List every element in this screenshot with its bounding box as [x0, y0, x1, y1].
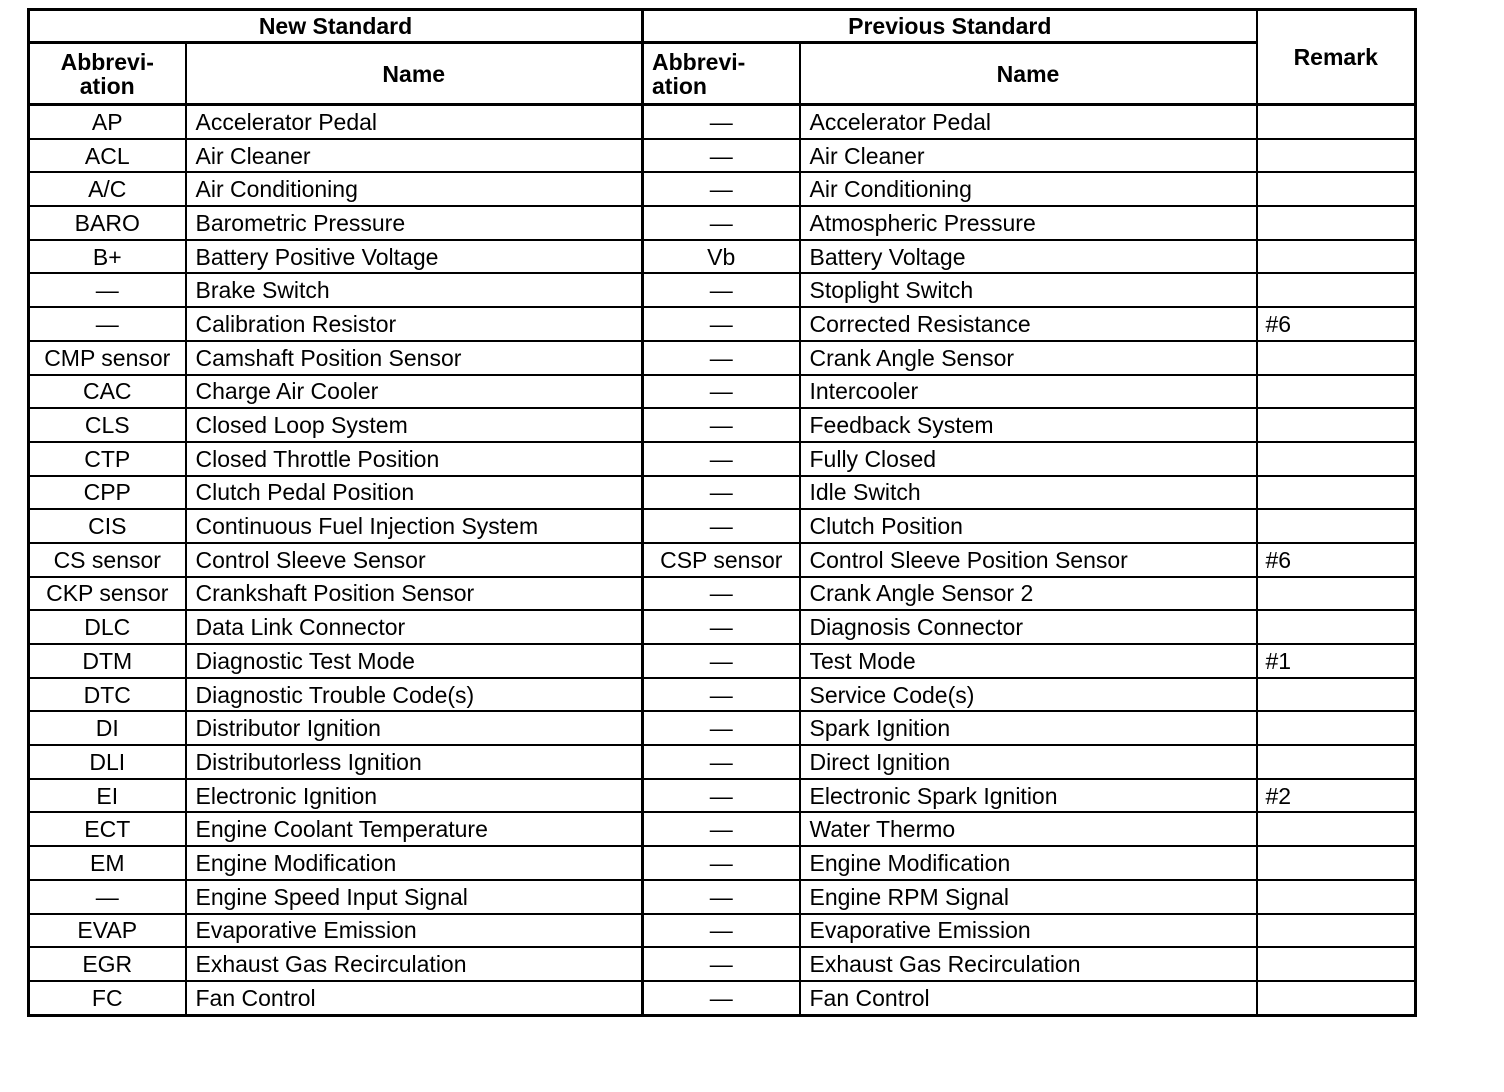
table-row	[29, 745, 1416, 779]
new-name-cell: Calibration Resistor	[186, 307, 643, 341]
new-name-cell: Barometric Pressure	[186, 206, 643, 240]
previous-abbreviation-cell: —	[643, 812, 800, 846]
previous-abbreviation-cell: —	[643, 273, 800, 307]
previous-abbreviation-cell: —	[643, 577, 800, 611]
new-name-cell: Charge Air Cooler	[186, 375, 643, 409]
previous-abbreviation-header-line1: Abbrevi-	[652, 48, 746, 75]
previous-abbreviation-header-line2: ation	[652, 72, 707, 99]
table-row	[29, 240, 1416, 274]
new-name-cell: Distributor Ignition	[186, 711, 643, 745]
remark-cell	[1257, 745, 1416, 779]
previous-name-header: Name	[800, 43, 1257, 105]
previous-name-cell: Electronic Spark Ignition	[800, 779, 1257, 813]
new-abbreviation-cell: —	[29, 273, 186, 307]
new-abbreviation-cell: DI	[29, 711, 186, 745]
previous-abbreviation-cell: —	[643, 981, 800, 1015]
previous-abbreviation-cell: —	[643, 678, 800, 712]
new-name-cell: Exhaust Gas Recirculation	[186, 947, 643, 981]
table-header	[29, 10, 1416, 105]
new-abbreviation-cell: CS sensor	[29, 543, 186, 577]
new-name-cell: Camshaft Position Sensor	[186, 341, 643, 375]
new-name-cell: Air Cleaner	[186, 139, 643, 173]
remark-cell	[1257, 476, 1416, 510]
previous-name-cell: Service Code(s)	[800, 678, 1257, 712]
previous-abbreviation-cell: —	[643, 846, 800, 880]
remark-cell	[1257, 914, 1416, 948]
remark-cell: #1	[1257, 644, 1416, 678]
previous-name-cell: Air Conditioning	[800, 172, 1257, 206]
new-abbreviation-cell: BARO	[29, 206, 186, 240]
new-abbreviation-cell: DTC	[29, 678, 186, 712]
new-name-cell: Engine Coolant Temperature	[186, 812, 643, 846]
new-abbreviation-cell: CMP sensor	[29, 341, 186, 375]
previous-name-cell: Diagnosis Connector	[800, 610, 1257, 644]
table-row	[29, 206, 1416, 240]
table-row	[29, 880, 1416, 914]
previous-name-cell: Evaporative Emission	[800, 914, 1257, 948]
remark-cell	[1257, 240, 1416, 274]
previous-abbreviation-cell: —	[643, 139, 800, 173]
abbreviation-table	[27, 8, 1417, 1017]
remark-cell	[1257, 610, 1416, 644]
table-row	[29, 846, 1416, 880]
new-name-cell: Electronic Ignition	[186, 779, 643, 813]
new-abbreviation-cell: —	[29, 880, 186, 914]
remark-cell	[1257, 981, 1416, 1015]
previous-abbreviation-cell: —	[643, 307, 800, 341]
previous-abbreviation-cell: —	[643, 105, 800, 139]
new-name-cell: Evaporative Emission	[186, 914, 643, 948]
new-abbreviation-cell: DLC	[29, 610, 186, 644]
previous-abbreviation-cell: —	[643, 644, 800, 678]
remark-cell: #2	[1257, 779, 1416, 813]
table-row	[29, 644, 1416, 678]
table-row	[29, 779, 1416, 813]
previous-abbreviation-cell: —	[643, 341, 800, 375]
previous-abbreviation-cell: —	[643, 779, 800, 813]
previous-abbreviation-cell: —	[643, 947, 800, 981]
table-body	[29, 105, 1416, 1016]
table-row	[29, 408, 1416, 442]
remark-cell	[1257, 139, 1416, 173]
table-row	[29, 981, 1416, 1015]
previous-abbreviation-cell: —	[643, 914, 800, 948]
previous-abbreviation-cell: —	[643, 172, 800, 206]
new-abbreviation-header-line2: ation	[79, 72, 135, 99]
new-name-cell: Diagnostic Trouble Code(s)	[186, 678, 643, 712]
previous-abbreviation-cell: —	[643, 442, 800, 476]
new-name-cell: Air Conditioning	[186, 172, 643, 206]
new-name-cell: Fan Control	[186, 981, 643, 1015]
new-name-cell: Control Sleeve Sensor	[186, 543, 643, 577]
previous-name-cell: Crank Angle Sensor	[800, 341, 1257, 375]
table-row	[29, 442, 1416, 476]
new-abbreviation-cell: EI	[29, 779, 186, 813]
table-row	[29, 273, 1416, 307]
previous-abbreviation-cell: —	[643, 476, 800, 510]
new-name-cell: Continuous Fuel Injection System	[186, 509, 643, 543]
new-abbreviation-cell: CAC	[29, 375, 186, 409]
new-name-cell: Brake Switch	[186, 273, 643, 307]
table-row	[29, 375, 1416, 409]
new-abbreviation-cell: FC	[29, 981, 186, 1015]
previous-name-cell: Spark Ignition	[800, 711, 1257, 745]
new-abbreviation-cell: ECT	[29, 812, 186, 846]
new-standard-header: New Standard	[29, 10, 643, 43]
previous-name-cell: Atmospheric Pressure	[800, 206, 1257, 240]
previous-abbreviation-cell: —	[643, 610, 800, 644]
table-row	[29, 139, 1416, 173]
remark-cell	[1257, 711, 1416, 745]
previous-name-cell: Clutch Position	[800, 509, 1257, 543]
previous-abbreviation-cell: —	[643, 375, 800, 409]
remark-cell: #6	[1257, 543, 1416, 577]
new-name-cell: Closed Throttle Position	[186, 442, 643, 476]
new-name-cell: Distributorless Ignition	[186, 745, 643, 779]
previous-abbreviation-cell: —	[643, 206, 800, 240]
remark-cell	[1257, 880, 1416, 914]
new-abbreviation-cell: EGR	[29, 947, 186, 981]
new-abbreviation-cell: EVAP	[29, 914, 186, 948]
new-name-cell: Data Link Connector	[186, 610, 643, 644]
table-row	[29, 509, 1416, 543]
new-abbreviation-cell: B+	[29, 240, 186, 274]
previous-abbreviation-cell: —	[643, 509, 800, 543]
previous-name-cell: Test Mode	[800, 644, 1257, 678]
new-abbreviation-header-line1: Abbrevi-	[60, 48, 154, 75]
table-row	[29, 678, 1416, 712]
remark-cell	[1257, 577, 1416, 611]
table-row	[29, 341, 1416, 375]
previous-abbreviation-cell: —	[643, 408, 800, 442]
previous-name-cell: Direct Ignition	[800, 745, 1257, 779]
table-row	[29, 711, 1416, 745]
new-abbreviation-cell: CPP	[29, 476, 186, 510]
table-row	[29, 914, 1416, 948]
new-name-cell: Crankshaft Position Sensor	[186, 577, 643, 611]
previous-standard-header: Previous Standard	[643, 10, 1257, 43]
remark-cell	[1257, 341, 1416, 375]
table-row	[29, 172, 1416, 206]
new-abbreviation-cell: —	[29, 307, 186, 341]
new-abbreviation-cell: CTP	[29, 442, 186, 476]
previous-name-cell: Fully Closed	[800, 442, 1257, 476]
new-name-cell: Diagnostic Test Mode	[186, 644, 643, 678]
remark-cell	[1257, 105, 1416, 139]
remark-cell	[1257, 408, 1416, 442]
new-abbreviation-cell: EM	[29, 846, 186, 880]
previous-abbreviation-cell: —	[643, 745, 800, 779]
new-abbreviation-cell: CIS	[29, 509, 186, 543]
new-name-cell: Closed Loop System	[186, 408, 643, 442]
previous-name-cell: Fan Control	[800, 981, 1257, 1015]
table-row	[29, 610, 1416, 644]
previous-name-cell: Engine RPM Signal	[800, 880, 1257, 914]
new-abbreviation-cell: CLS	[29, 408, 186, 442]
remark-header: Remark	[1257, 10, 1416, 105]
previous-abbreviation-header	[643, 43, 800, 105]
new-name-cell: Engine Speed Input Signal	[186, 880, 643, 914]
previous-name-cell: Battery Voltage	[800, 240, 1257, 274]
new-abbreviation-cell: DLI	[29, 745, 186, 779]
previous-name-cell: Stoplight Switch	[800, 273, 1257, 307]
new-abbreviation-cell: ACL	[29, 139, 186, 173]
new-abbreviation-cell: AP	[29, 105, 186, 139]
table-row	[29, 307, 1416, 341]
remark-cell	[1257, 947, 1416, 981]
new-abbreviation-cell: CKP sensor	[29, 577, 186, 611]
table-row	[29, 812, 1416, 846]
remark-cell	[1257, 678, 1416, 712]
remark-cell	[1257, 509, 1416, 543]
previous-abbreviation-cell: —	[643, 711, 800, 745]
remark-cell: #6	[1257, 307, 1416, 341]
previous-name-cell: Water Thermo	[800, 812, 1257, 846]
table-row	[29, 105, 1416, 139]
new-name-header: Name	[186, 43, 643, 105]
remark-cell	[1257, 273, 1416, 307]
previous-name-cell: Engine Modification	[800, 846, 1257, 880]
table-row	[29, 947, 1416, 981]
remark-cell	[1257, 812, 1416, 846]
previous-name-cell: Air Cleaner	[800, 139, 1257, 173]
new-name-cell: Battery Positive Voltage	[186, 240, 643, 274]
new-abbreviation-header	[29, 43, 186, 105]
remark-cell	[1257, 846, 1416, 880]
remark-cell	[1257, 375, 1416, 409]
previous-name-cell: Crank Angle Sensor 2	[800, 577, 1257, 611]
new-name-cell: Engine Modification	[186, 846, 643, 880]
new-name-cell: Clutch Pedal Position	[186, 476, 643, 510]
previous-abbreviation-cell: —	[643, 880, 800, 914]
previous-name-cell: Exhaust Gas Recirculation	[800, 947, 1257, 981]
previous-name-cell: Feedback System	[800, 408, 1257, 442]
new-abbreviation-cell: DTM	[29, 644, 186, 678]
table-row	[29, 476, 1416, 510]
previous-abbreviation-cell: Vb	[643, 240, 800, 274]
new-name-cell: Accelerator Pedal	[186, 105, 643, 139]
remark-cell	[1257, 206, 1416, 240]
previous-name-cell: Control Sleeve Position Sensor	[800, 543, 1257, 577]
previous-name-cell: Intercooler	[800, 375, 1257, 409]
remark-cell	[1257, 172, 1416, 206]
previous-abbreviation-cell: CSP sensor	[643, 543, 800, 577]
previous-name-cell: Corrected Resistance	[800, 307, 1257, 341]
table-row	[29, 543, 1416, 577]
previous-name-cell: Idle Switch	[800, 476, 1257, 510]
remark-cell	[1257, 442, 1416, 476]
table-row	[29, 577, 1416, 611]
new-abbreviation-cell: A/C	[29, 172, 186, 206]
previous-name-cell: Accelerator Pedal	[800, 105, 1257, 139]
